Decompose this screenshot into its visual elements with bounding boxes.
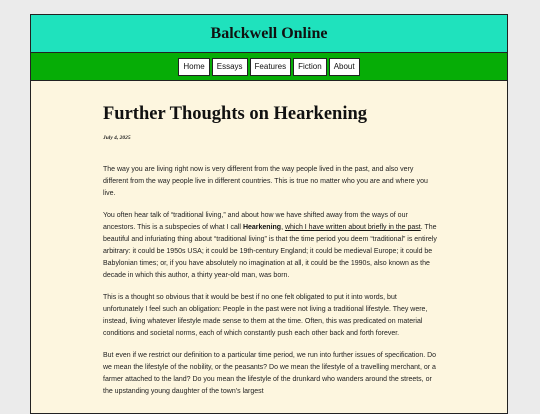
article-paragraph: But even if we restrict our definition to a particular time period, we run into further issues of specification. Do we mean the lifestyle of the nobility, or the peasants? Do we mean the lifestyle of a travelling merchant, or a farmer attached to the land? Do you mean the lifestyle of the drunkard who wanders around the streets, or the upstanding young daughter of the town’s largest — [103, 352, 437, 395]
article-date: July 4, 2025 — [103, 135, 131, 141]
nav-features-button[interactable]: Features — [250, 58, 292, 76]
page-frame — [30, 14, 508, 414]
nav-about-button[interactable]: About — [329, 58, 360, 76]
nav-fiction-button[interactable]: Fiction — [293, 58, 327, 76]
past-article-link[interactable]: which I have written about briefly in the past — [284, 224, 421, 231]
nav-home-button[interactable]: Home — [178, 58, 209, 76]
article-paragraph: This is a thought so obvious that it would be best if no one felt obligated to put it into words, but unfortunately I feel such an obligation: People in the past were not living a traditional lifestyle. They were, instead, living whatever lifestyle made sense to them at the time. Often, this was predicated on material conditions and societal norms, each of which constantly push each other back and forth forever. — [103, 294, 428, 337]
paragraph-text: . The beautiful and infuriating thing about “traditional living” is that the time period you deem “traditional” is entirely arbitrary: it could be 1950s USA; it could be 19th-century England; it could be medieval Europe; it could be Babylonian times; or, if you have absolutely no imagination at all, it could be the 1990s, also known as the decade in which this author, a thirty year-old man, was born. — [103, 224, 437, 279]
paragraph-text: , — [281, 224, 285, 231]
article-paragraph: The way you are living right now is very different from the way people lived in the past, and also very different from the way people live in different countries. This is true no matter who you are and where you live. — [103, 166, 428, 197]
site-title[interactable]: Balckwell Online — [210, 24, 328, 42]
article — [103, 103, 439, 408]
nav-essays-button[interactable]: Essays — [212, 58, 248, 76]
hearkening-term: Hearkening — [242, 224, 282, 231]
article-title: Further Thoughts on Hearkening — [103, 104, 368, 124]
site-header — [31, 15, 507, 53]
article-paragraph — [103, 210, 439, 282]
paragraph-text: You often hear talk of “traditional living,” and about how we have shifted away from the ways of our ancestors. This is a subspecies of what I call — [103, 212, 408, 231]
main-nav — [31, 53, 507, 81]
